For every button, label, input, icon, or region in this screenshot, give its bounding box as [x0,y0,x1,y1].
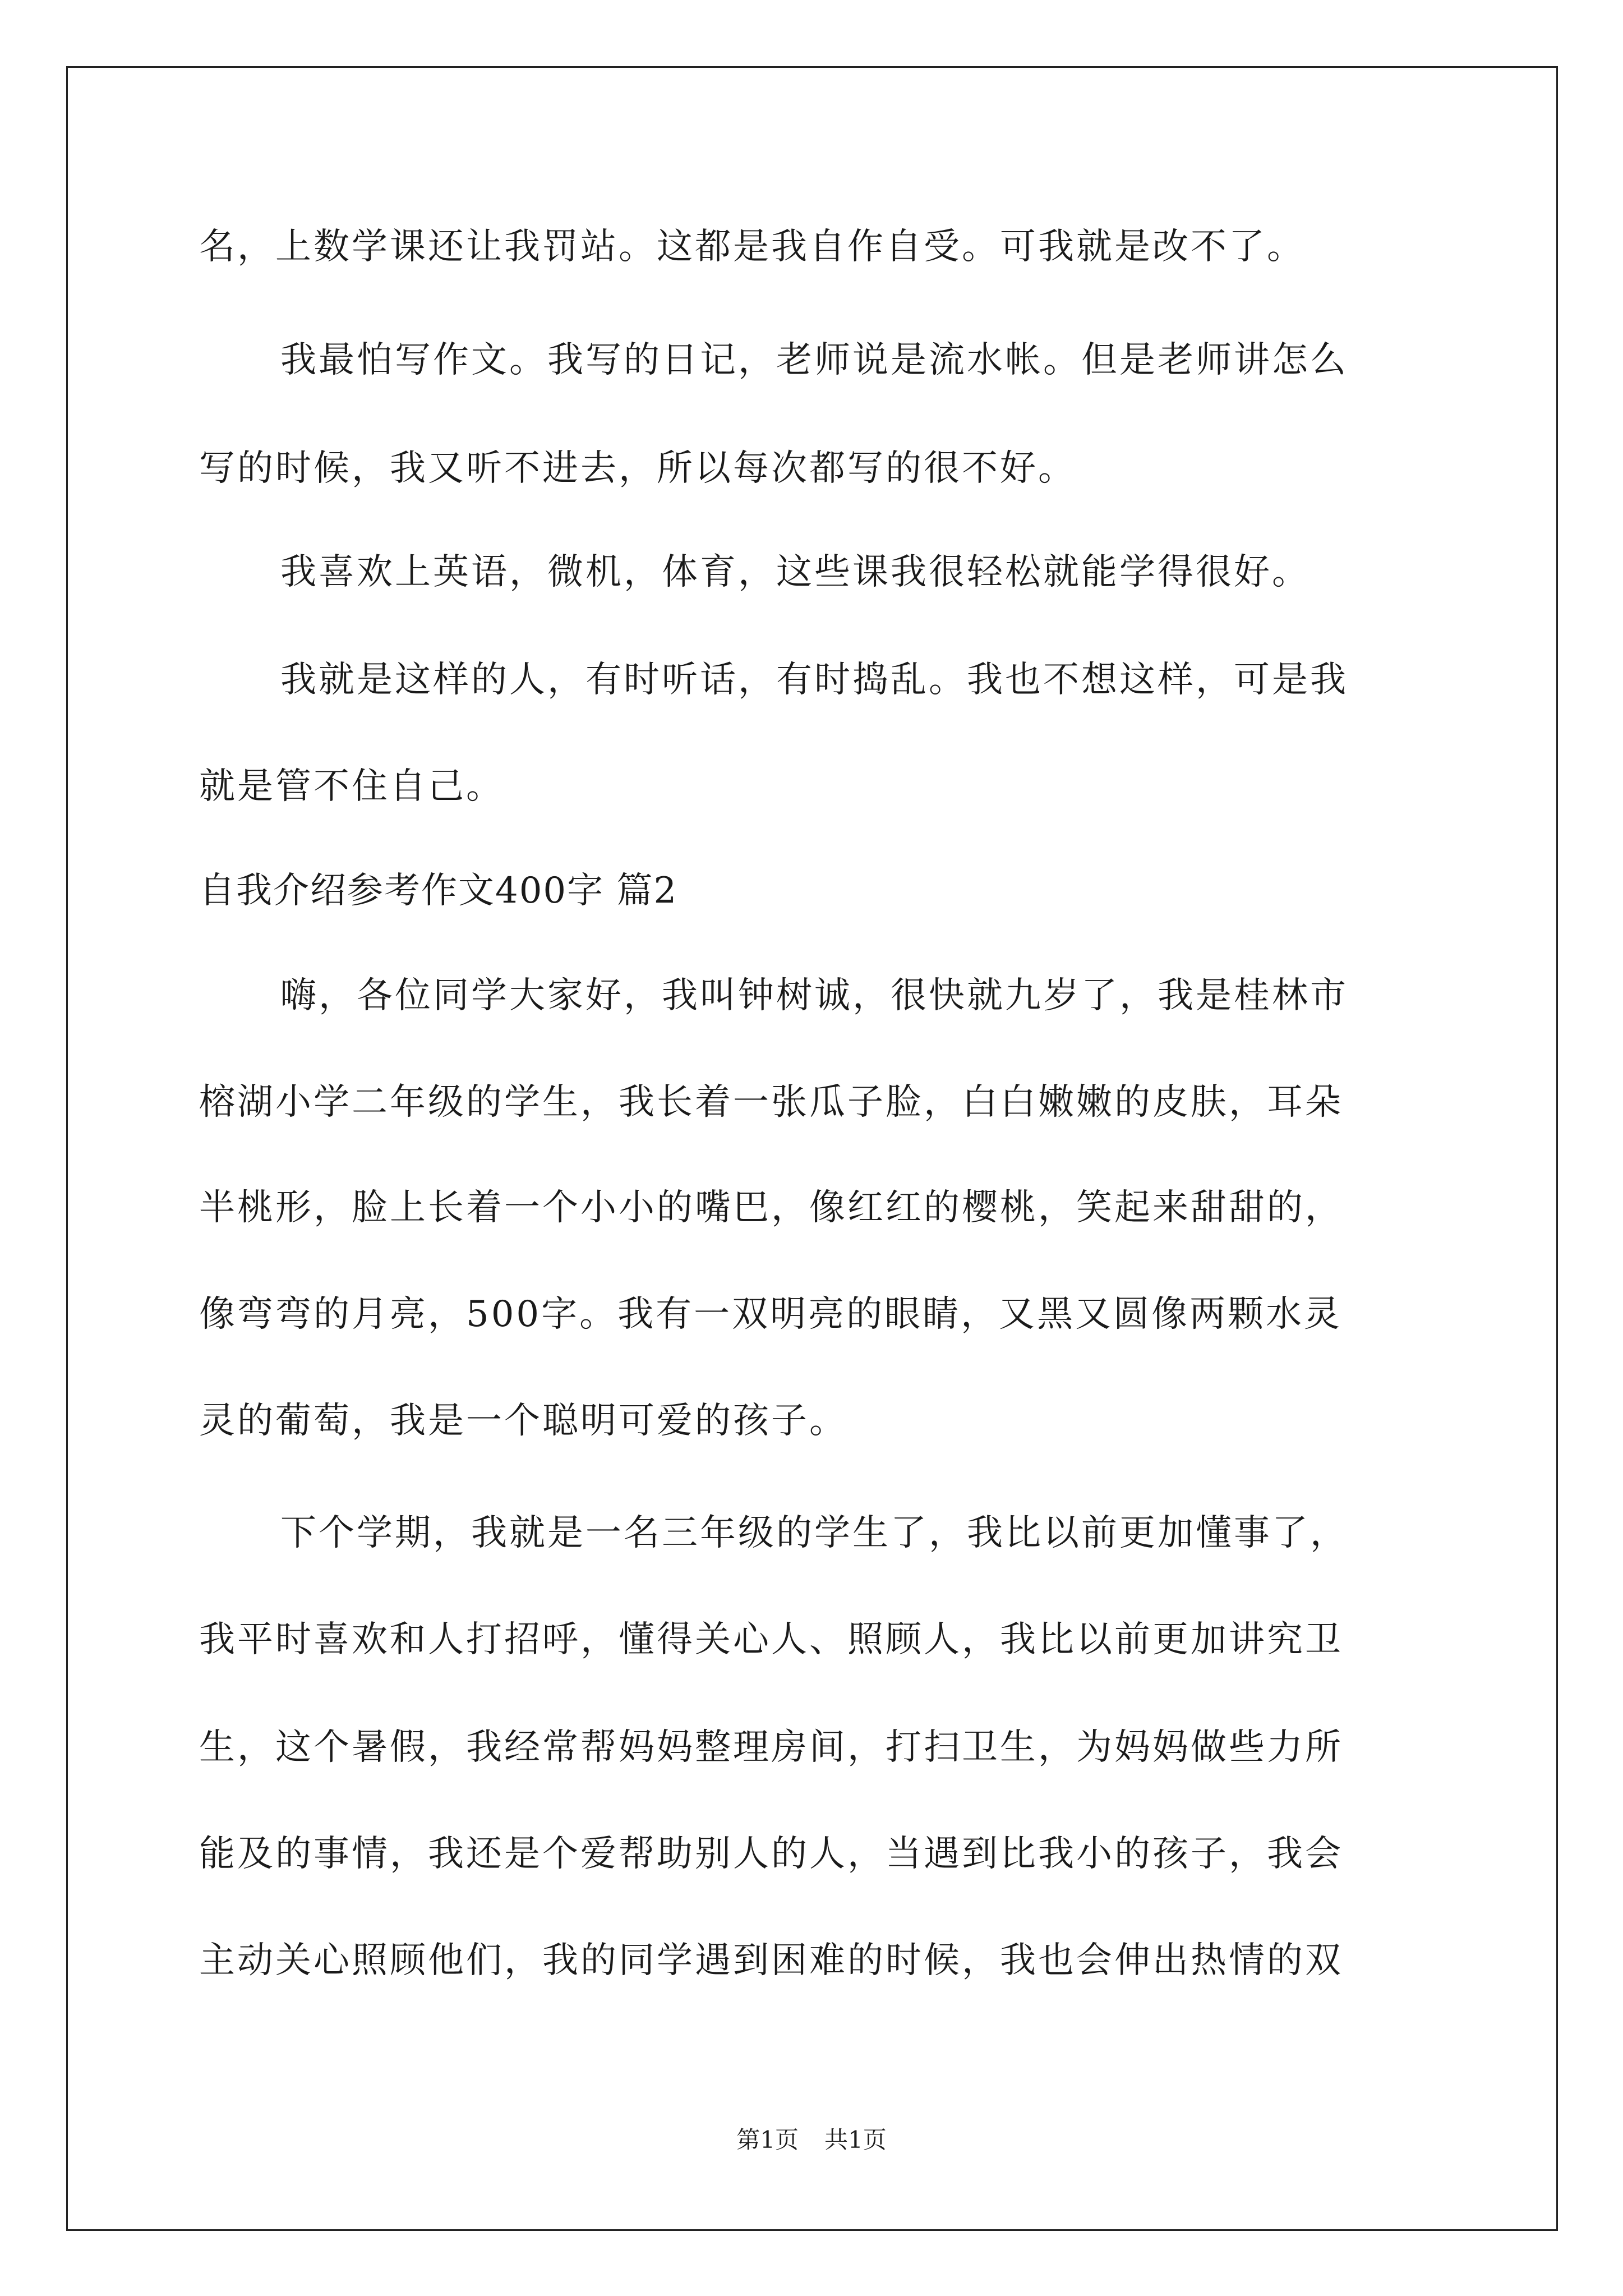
paragraph-start-line: 我喜欢上英语，微机，体育，这些课我很轻松就能学得很好。 [280,551,1310,593]
page-footer [0,2126,1623,2154]
text-line: 半桃形，脸上长着一个小小的嘴巴，像红红的樱桃，笑起来甜甜的， [199,1187,1343,1228]
paragraph-start-line: 我就是这样的人，有时听话，有时捣乱。我也不想这样，可是我 [280,659,1348,701]
text-line: 灵的葡萄，我是一个聪明可爱的孩子。 [199,1400,847,1442]
section-heading: 自我介绍参考作文400字 篇2 [199,870,678,912]
paragraph-start-line: 嗨，各位同学大家好，我叫钟树诚，很快就九岁了，我是桂林市 [280,975,1348,1016]
text-line: 写的时候，我又听不进去，所以每次都写的很不好。 [199,448,1076,489]
text-line: 生，这个暑假，我经常帮妈妈整理房间，打扫卫生，为妈妈做些力所 [199,1727,1343,1768]
page-border [66,66,1558,2231]
text-line: 我平时喜欢和人打招呼，懂得关心人、照顾人，我比以前更加讲究卫 [199,1619,1343,1660]
text-line: 就是管不住自己。 [199,766,504,807]
text-line: 榕湖小学二年级的学生，我长着一张瓜子脸，白白嫩嫩的皮肤，耳朵 [199,1082,1343,1123]
page-total: 共1页 [824,2126,887,2154]
text-line: 能及的事情，我还是个爱帮助别人的人，当遇到比我小的孩子，我会 [199,1833,1343,1875]
text-line: 像弯弯的月亮，500字。我有一双明亮的眼睛，又黑又圆像两颗水灵 [199,1294,1343,1335]
page-number: 第1页 [736,2126,799,2154]
paragraph-start-line: 下个学期，我就是一名三年级的学生了，我比以前更加懂事了， [280,1512,1348,1554]
paragraph-start-line: 我最怕写作文。我写的日记，老师说是流水帐。但是老师讲怎么 [280,339,1348,381]
text-line: 主动关心照顾他们，我的同学遇到困难的时候，我也会伸出热情的双 [199,1940,1343,1981]
text-line: 名，上数学课还让我罚站。这都是我自作自受。可我就是改不了。 [199,226,1305,268]
